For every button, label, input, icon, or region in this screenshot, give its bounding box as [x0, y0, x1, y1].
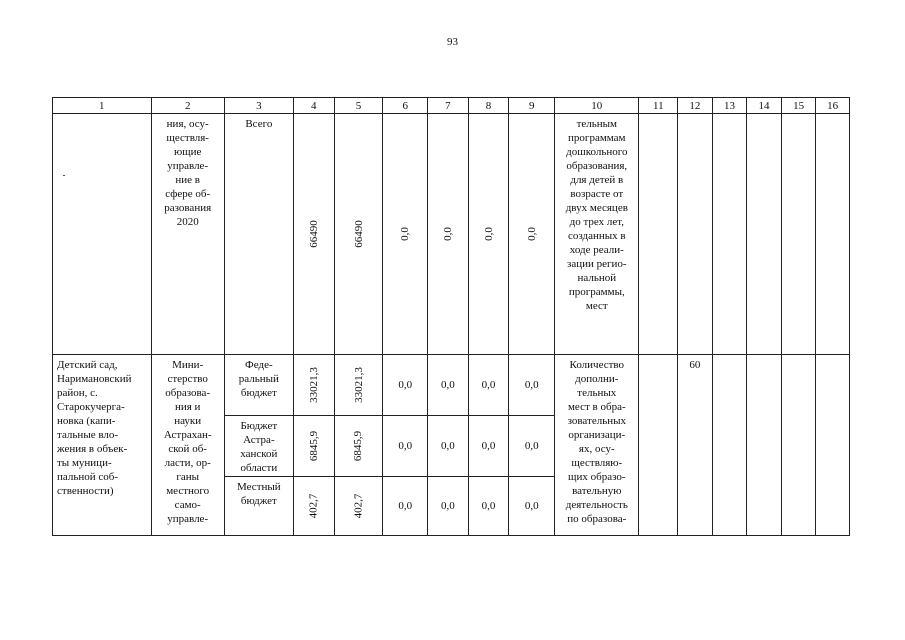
header-cell-13: 13 — [712, 98, 747, 114]
row1-col15-cell — [781, 114, 816, 355]
row4-col6-cell: 0,0 — [383, 477, 428, 536]
row2-indicator-cell: Количество дополни- тельных мест в обра- зовательных организаци- ях, осу- ществляю- щих образо- вательную деятельность по образова- — [555, 355, 639, 536]
header-cell-10: 10 — [555, 98, 639, 114]
row2-col13-cell — [712, 355, 747, 536]
row1-col6-cell: 0,0 — [383, 114, 428, 355]
table-row — [53, 114, 850, 355]
budget-table — [52, 97, 850, 536]
header-cell-2: 2 — [151, 98, 224, 114]
row1-indicator-cell: тельным программам дошкольного образования, для детей в возрасте от двух месяцев до трех лет, созданных в ходе реали- зации регио- нальной программы, мест — [555, 114, 639, 355]
row2-col9-cell: 0,0 — [509, 355, 555, 416]
header-cell-11: 11 — [639, 98, 678, 114]
row2-col5-cell: 33021,3 — [334, 355, 383, 416]
row2-col8-cell: 0,0 — [468, 355, 509, 416]
row3-col8-cell: 0,0 — [468, 416, 509, 477]
row2-col7-cell: 0,0 — [428, 355, 469, 416]
row3-col5-cell: 6845,9 — [334, 416, 383, 477]
row3-col4-cell: 6845,9 — [293, 416, 334, 477]
header-cell-14: 14 — [747, 98, 782, 114]
row1-col13-cell — [712, 114, 747, 355]
header-cell-7: 7 — [428, 98, 469, 114]
row4-source-cell: Местный бюджет — [224, 477, 293, 536]
row4-col5-cell: 402,7 — [334, 477, 383, 536]
row1-organization-cell: ния, осу- ществля- ющие управле- ние в сфере об- разования 2020 — [151, 114, 224, 355]
row1-col5-cell: 66490 — [334, 114, 383, 355]
header-cell-15: 15 — [781, 98, 816, 114]
table-header-row — [53, 98, 850, 114]
row1-col8-cell: 0,0 — [468, 114, 509, 355]
row2-source-cell: Феде- ральный бюджет — [224, 355, 293, 416]
row2-col14-cell — [747, 355, 782, 536]
row4-col8-cell: 0,0 — [468, 477, 509, 536]
row3-source-cell: Бюджет Астра- ханской области — [224, 416, 293, 477]
row1-col11-cell — [639, 114, 678, 355]
row2-col12-cell: 60 — [678, 355, 713, 536]
row2-col6-cell: 0,0 — [383, 355, 428, 416]
row1-col12-cell — [678, 114, 713, 355]
row1-col4-cell: 66490 — [293, 114, 334, 355]
row1-source-cell: Всего — [224, 114, 293, 355]
row2-col16-cell — [816, 355, 850, 536]
header-cell-3: 3 — [224, 98, 293, 114]
header-cell-5: 5 — [334, 98, 383, 114]
header-cell-1: 1 — [53, 98, 152, 114]
header-cell-12: 12 — [678, 98, 713, 114]
row2-organization-cell: Мини- стерство образова- ния и науки Астрахан- ской об- ласти, ор- ганы местного само- управле- — [151, 355, 224, 536]
row2-object-cell: Детский сад, Наримановский район, с. Старокучерга- новка (капи- тальные вло- жения в объек- ты муници- пальной соб- ственности) — [53, 355, 152, 536]
row1-col16-cell — [816, 114, 850, 355]
row3-col7-cell: 0,0 — [428, 416, 469, 477]
row3-col9-cell: 0,0 — [509, 416, 555, 477]
row2-col4-cell: 33021,3 — [293, 355, 334, 416]
row2-col11-cell — [639, 355, 678, 536]
row4-col9-cell: 0,0 — [509, 477, 555, 536]
header-cell-4: 4 — [293, 98, 334, 114]
row1-col9-cell: 0,0 — [509, 114, 555, 355]
row1-col14-cell — [747, 114, 782, 355]
header-cell-16: 16 — [816, 98, 850, 114]
header-cell-6: 6 — [383, 98, 428, 114]
header-cell-8: 8 — [468, 98, 509, 114]
page-number: 93 — [447, 36, 458, 48]
header-cell-9: 9 — [509, 98, 555, 114]
row1-col7-cell: 0,0 — [428, 114, 469, 355]
row1-object-cell — [53, 114, 152, 355]
row2-col15-cell — [781, 355, 816, 536]
row4-col4-cell: 402,7 — [293, 477, 334, 536]
table-row — [53, 355, 850, 416]
row3-col6-cell: 0,0 — [383, 416, 428, 477]
row4-col7-cell: 0,0 — [428, 477, 469, 536]
